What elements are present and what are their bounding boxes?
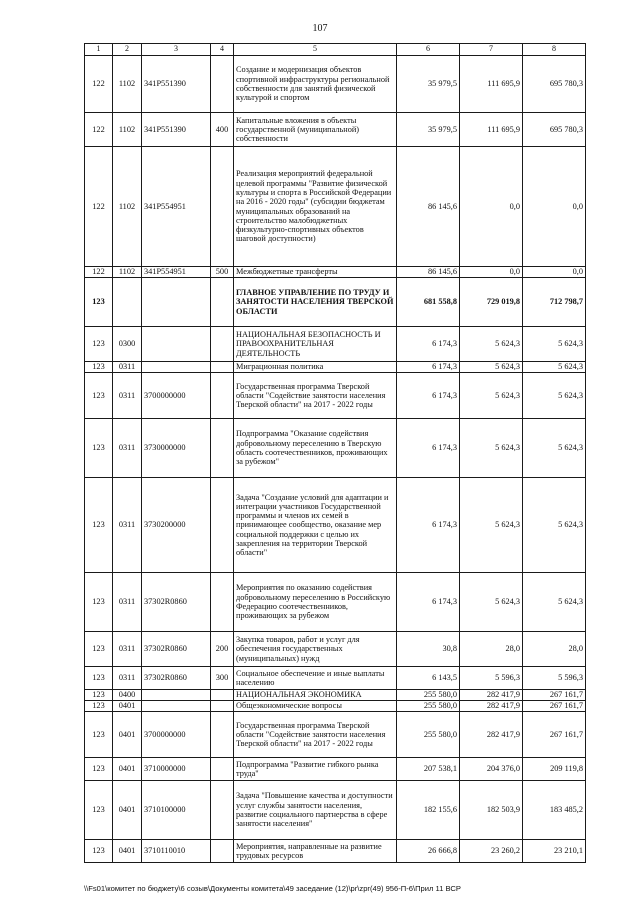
cell-amount-col6: 6 174,3 — [397, 373, 460, 419]
cell-description: Социальное обеспечение и иные выплаты населению — [234, 667, 397, 690]
cell-expense-type — [211, 327, 234, 362]
cell-amount-col8: 0,0 — [523, 147, 586, 267]
cell-amount-col7: 729 019,8 — [460, 278, 523, 327]
cell-description: Подпрограмма "Оказание содействия добровольному переселению в Тверскую область соотечественников, проживающих за рубежом" — [234, 419, 397, 478]
page-number: 107 — [312, 23, 328, 34]
cell-amount-col6: 6 174,3 — [397, 327, 460, 362]
cell-amount-col8: 712 798,7 — [523, 278, 586, 327]
cell-admin-code: 122 — [85, 147, 113, 267]
cell-amount-col6: 86 145,6 — [397, 267, 460, 278]
cell-section-code: 0311 — [113, 362, 142, 373]
cell-target-code: 341P551390 — [142, 56, 211, 113]
cell-amount-col7: 111 695,9 — [460, 113, 523, 147]
cell-expense-type — [211, 840, 234, 863]
cell-section-code: 0401 — [113, 781, 142, 840]
cell-amount-col8: 267 161,7 — [523, 712, 586, 758]
cell-amount-col8: 5 624,3 — [523, 573, 586, 632]
table-row — [85, 840, 586, 863]
cell-target-code — [142, 327, 211, 362]
cell-section-code: 1102 — [113, 113, 142, 147]
cell-amount-col7: 0,0 — [460, 147, 523, 267]
table-row — [85, 419, 586, 478]
column-header: 4 — [211, 44, 234, 56]
cell-target-code: 341P554951 — [142, 147, 211, 267]
cell-expense-type — [211, 278, 234, 327]
cell-amount-col7: 5 596,3 — [460, 667, 523, 690]
cell-amount-col8: 209 119,8 — [523, 758, 586, 781]
cell-description: Задача "Создание условий для адаптации и интеграции участников Государственной программы и членов их семей в принимающее сообщество, оказание мер социальной поддержки с целью их закрепления на территории Тверской области" — [234, 478, 397, 573]
cell-amount-col7: 111 695,9 — [460, 56, 523, 113]
cell-expense-type — [211, 373, 234, 419]
column-header: 3 — [142, 44, 211, 56]
cell-admin-code: 123 — [85, 758, 113, 781]
cell-amount-col8: 23 210,1 — [523, 840, 586, 863]
cell-amount-col7: 282 417,9 — [460, 690, 523, 701]
column-header: 7 — [460, 44, 523, 56]
cell-expense-type — [211, 362, 234, 373]
cell-target-code: 3730000000 — [142, 419, 211, 478]
table-row — [85, 113, 586, 147]
cell-section-code: 0311 — [113, 573, 142, 632]
cell-admin-code: 123 — [85, 632, 113, 667]
column-header: 6 — [397, 44, 460, 56]
cell-target-code: 37302R0860 — [142, 573, 211, 632]
cell-description: Государственная программа Тверской области "Содействие занятости населения Тверской области" на 2017 - 2022 годы — [234, 712, 397, 758]
column-header: 2 — [113, 44, 142, 56]
cell-amount-col8: 5 624,3 — [523, 327, 586, 362]
cell-admin-code: 123 — [85, 362, 113, 373]
cell-admin-code: 123 — [85, 840, 113, 863]
table-row — [85, 632, 586, 667]
table-row — [85, 573, 586, 632]
cell-section-code: 0311 — [113, 373, 142, 419]
cell-section-code: 0401 — [113, 758, 142, 781]
cell-expense-type — [211, 573, 234, 632]
cell-admin-code: 123 — [85, 690, 113, 701]
cell-amount-col8: 267 161,7 — [523, 690, 586, 701]
cell-target-code — [142, 701, 211, 712]
cell-admin-code: 123 — [85, 712, 113, 758]
cell-target-code: 341P554951 — [142, 267, 211, 278]
cell-target-code: 3710100000 — [142, 781, 211, 840]
cell-expense-type — [211, 701, 234, 712]
cell-description: Закупка товаров, работ и услуг для обеспечения государственных (муниципальных) нужд — [234, 632, 397, 667]
cell-description: Межбюджетные трансферты — [234, 267, 397, 278]
cell-expense-type: 400 — [211, 113, 234, 147]
table-row — [85, 701, 586, 712]
cell-description: Мероприятия, направленные на развитие трудовых ресурсов — [234, 840, 397, 863]
table-row — [85, 478, 586, 573]
cell-amount-col7: 204 376,0 — [460, 758, 523, 781]
table-row — [85, 278, 586, 327]
table-row — [85, 362, 586, 373]
cell-amount-col8: 5 624,3 — [523, 362, 586, 373]
cell-amount-col6: 35 979,5 — [397, 56, 460, 113]
cell-description: НАЦИОНАЛЬНАЯ ЭКОНОМИКА — [234, 690, 397, 701]
cell-expense-type: 300 — [211, 667, 234, 690]
cell-expense-type — [211, 712, 234, 758]
cell-expense-type — [211, 147, 234, 267]
cell-target-code: 3700000000 — [142, 373, 211, 419]
cell-amount-col6: 86 145,6 — [397, 147, 460, 267]
cell-section-code — [113, 278, 142, 327]
cell-admin-code: 123 — [85, 781, 113, 840]
table-row — [85, 267, 586, 278]
cell-description: Задача "Повышение качества и доступности услуг службы занятости населения, развитие социального партнерства в сфере занятости населения" — [234, 781, 397, 840]
cell-target-code: 37302R0860 — [142, 667, 211, 690]
file-path-footer: \\Fs01\комитет по бюджету\6 созыв\Документы комитета\49 заседание (12)\pr\zpr(49) 956-П-6\Прил 11 ВСР — [84, 884, 461, 893]
table-row — [85, 667, 586, 690]
cell-amount-col6: 26 666,8 — [397, 840, 460, 863]
cell-amount-col6: 6 174,3 — [397, 362, 460, 373]
cell-amount-col6: 6 174,3 — [397, 478, 460, 573]
cell-amount-col7: 182 503,9 — [460, 781, 523, 840]
table-row — [85, 690, 586, 701]
cell-expense-type — [211, 781, 234, 840]
cell-amount-col7: 5 624,3 — [460, 327, 523, 362]
cell-expense-type: 500 — [211, 267, 234, 278]
table-row — [85, 758, 586, 781]
cell-target-code: 3700000000 — [142, 712, 211, 758]
cell-admin-code: 122 — [85, 56, 113, 113]
cell-amount-col6: 6 143,5 — [397, 667, 460, 690]
cell-description: НАЦИОНАЛЬНАЯ БЕЗОПАСНОСТЬ И ПРАВООХРАНИТЕЛЬНАЯ ДЕЯТЕЛЬНОСТЬ — [234, 327, 397, 362]
cell-amount-col6: 207 538,1 — [397, 758, 460, 781]
cell-admin-code: 123 — [85, 419, 113, 478]
cell-amount-col7: 5 624,3 — [460, 373, 523, 419]
cell-target-code — [142, 278, 211, 327]
cell-amount-col8: 183 485,2 — [523, 781, 586, 840]
cell-admin-code: 123 — [85, 478, 113, 573]
cell-amount-col7: 28,0 — [460, 632, 523, 667]
cell-section-code: 1102 — [113, 267, 142, 278]
cell-expense-type: 200 — [211, 632, 234, 667]
cell-target-code: 3730200000 — [142, 478, 211, 573]
cell-description: Общеэкономические вопросы — [234, 701, 397, 712]
cell-amount-col8: 267 161,7 — [523, 701, 586, 712]
cell-section-code: 0401 — [113, 712, 142, 758]
cell-amount-col7: 5 624,3 — [460, 573, 523, 632]
cell-target-code: 341P551390 — [142, 113, 211, 147]
cell-section-code: 0300 — [113, 327, 142, 362]
cell-admin-code: 123 — [85, 373, 113, 419]
cell-amount-col6: 182 155,6 — [397, 781, 460, 840]
cell-admin-code: 123 — [85, 327, 113, 362]
cell-section-code: 0400 — [113, 690, 142, 701]
cell-description: Государственная программа Тверской области "Содействие занятости населения Тверской области" на 2017 - 2022 годы — [234, 373, 397, 419]
cell-amount-col7: 5 624,3 — [460, 419, 523, 478]
table-row — [85, 781, 586, 840]
cell-amount-col6: 255 580,0 — [397, 690, 460, 701]
cell-expense-type — [211, 56, 234, 113]
cell-admin-code: 123 — [85, 573, 113, 632]
cell-amount-col6: 6 174,3 — [397, 419, 460, 478]
cell-description: Капитальные вложения в объекты государственной (муниципальной) собственности — [234, 113, 397, 147]
table-row — [85, 373, 586, 419]
cell-amount-col8: 5 624,3 — [523, 478, 586, 573]
cell-amount-col8: 28,0 — [523, 632, 586, 667]
cell-target-code: 3710000000 — [142, 758, 211, 781]
cell-amount-col6: 30,8 — [397, 632, 460, 667]
cell-description: Подпрограмма "Развитие гибкого рынка труда" — [234, 758, 397, 781]
cell-expense-type — [211, 419, 234, 478]
cell-target-code: 37302R0860 — [142, 632, 211, 667]
cell-amount-col7: 0,0 — [460, 267, 523, 278]
cell-amount-col7: 5 624,3 — [460, 362, 523, 373]
cell-amount-col8: 5 624,3 — [523, 373, 586, 419]
cell-amount-col6: 6 174,3 — [397, 573, 460, 632]
table-row — [85, 56, 586, 113]
column-header: 5 — [234, 44, 397, 56]
column-header: 1 — [85, 44, 113, 56]
cell-expense-type — [211, 690, 234, 701]
cell-amount-col6: 255 580,0 — [397, 701, 460, 712]
cell-description: ГЛАВНОЕ УПРАВЛЕНИЕ ПО ТРУДУ И ЗАНЯТОСТИ НАСЕЛЕНИЯ ТВЕРСКОЙ ОБЛАСТИ — [234, 278, 397, 327]
cell-section-code: 0311 — [113, 419, 142, 478]
cell-admin-code: 123 — [85, 667, 113, 690]
cell-amount-col8: 5 624,3 — [523, 419, 586, 478]
cell-amount-col6: 255 580,0 — [397, 712, 460, 758]
cell-amount-col6: 681 558,8 — [397, 278, 460, 327]
cell-section-code: 0311 — [113, 632, 142, 667]
budget-table — [84, 43, 586, 863]
cell-amount-col8: 5 596,3 — [523, 667, 586, 690]
cell-section-code: 1102 — [113, 56, 142, 113]
cell-amount-col7: 282 417,9 — [460, 701, 523, 712]
cell-section-code: 1102 — [113, 147, 142, 267]
cell-amount-col7: 5 624,3 — [460, 478, 523, 573]
cell-amount-col8: 0,0 — [523, 267, 586, 278]
cell-amount-col7: 23 260,2 — [460, 840, 523, 863]
cell-section-code: 0401 — [113, 701, 142, 712]
cell-description: Реализация мероприятий федеральной целевой программы "Развитие физической культуры и спорта в Российской Федерации на 2016 - 2020 годы" (субсидии бюджетам муниципальных образований на строительство малобюджетных физкультурно-спортивных объектов шаговой доступности) — [234, 147, 397, 267]
table-row — [85, 712, 586, 758]
cell-target-code — [142, 362, 211, 373]
cell-amount-col8: 695 780,3 — [523, 113, 586, 147]
cell-target-code — [142, 690, 211, 701]
column-header: 8 — [523, 44, 586, 56]
cell-amount-col6: 35 979,5 — [397, 113, 460, 147]
cell-section-code: 0401 — [113, 840, 142, 863]
cell-expense-type — [211, 478, 234, 573]
cell-description: Создание и модернизация объектов спортивной инфраструктуры региональной собственности для занятий физической культурой и спортом — [234, 56, 397, 113]
cell-amount-col7: 282 417,9 — [460, 712, 523, 758]
cell-section-code: 0311 — [113, 478, 142, 573]
table-row — [85, 327, 586, 362]
cell-admin-code: 122 — [85, 267, 113, 278]
table-header-row — [85, 44, 586, 56]
table-row — [85, 147, 586, 267]
cell-section-code: 0311 — [113, 667, 142, 690]
cell-amount-col8: 695 780,3 — [523, 56, 586, 113]
cell-admin-code: 123 — [85, 278, 113, 327]
cell-admin-code: 122 — [85, 113, 113, 147]
cell-expense-type — [211, 758, 234, 781]
cell-description: Миграционная политика — [234, 362, 397, 373]
cell-admin-code: 123 — [85, 701, 113, 712]
cell-target-code: 3710110010 — [142, 840, 211, 863]
cell-description: Мероприятия по оказанию содействия добровольному переселению в Российскую Федерацию соотечественников, проживающих за рубежом — [234, 573, 397, 632]
